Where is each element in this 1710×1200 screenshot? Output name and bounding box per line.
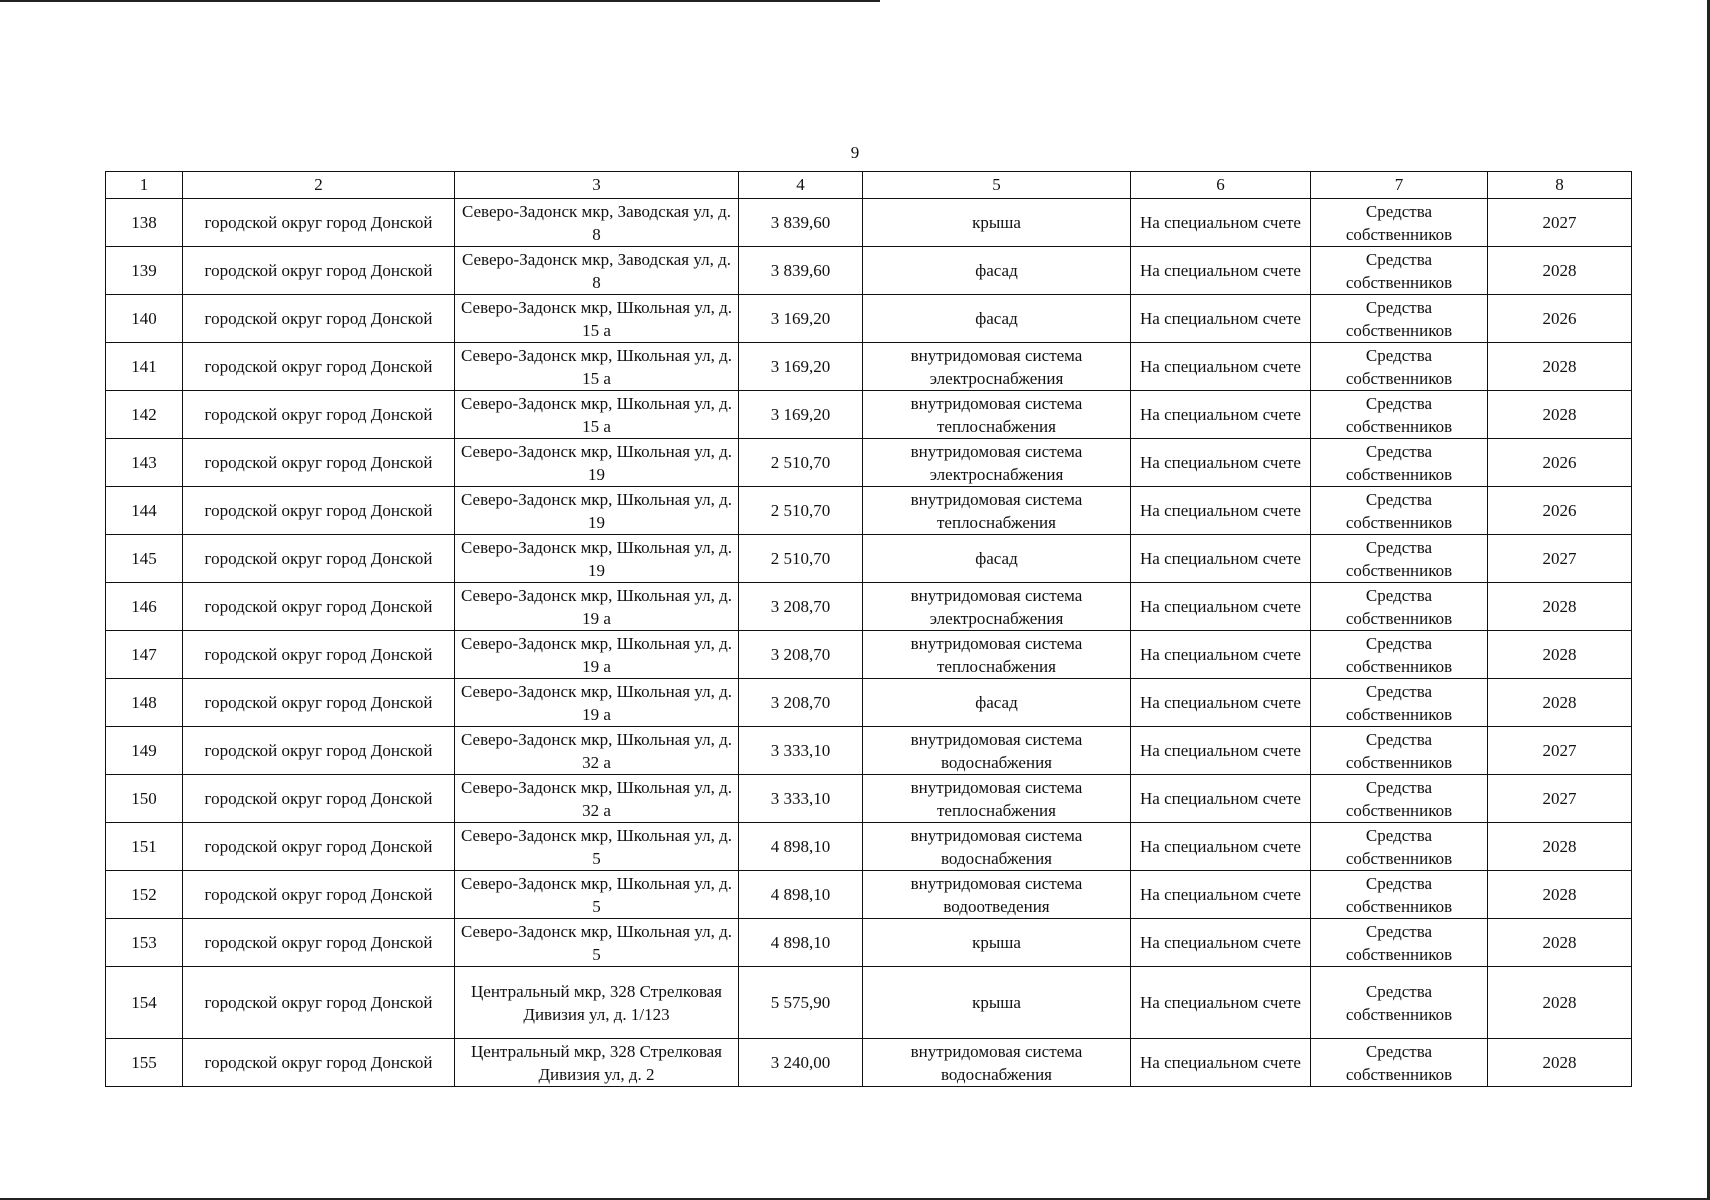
funding-source-cell: Средства собственников <box>1311 679 1488 727</box>
building-element-cell: крыша <box>863 199 1131 247</box>
building-element-cell: внутридомовая система водоснабжения <box>863 1039 1131 1087</box>
building-element-cell: внутридомовая система электроснабжения <box>863 343 1131 391</box>
row-number-cell: 141 <box>106 343 183 391</box>
area-cell: 2 510,70 <box>739 535 863 583</box>
area-cell: 4 898,10 <box>739 919 863 967</box>
funding-source-cell: Средства собственников <box>1311 535 1488 583</box>
account-cell: На специальном счете <box>1131 631 1311 679</box>
funding-source-cell: Средства собственников <box>1311 967 1488 1039</box>
address-cell: Северо-Задонск мкр, Школьная ул, д. 15 а <box>455 343 739 391</box>
year-cell: 2027 <box>1488 535 1632 583</box>
account-cell: На специальном счете <box>1131 775 1311 823</box>
account-cell: На специальном счете <box>1131 823 1311 871</box>
year-cell: 2028 <box>1488 679 1632 727</box>
row-number-cell: 154 <box>106 967 183 1039</box>
address-cell: Северо-Задонск мкр, Школьная ул, д. 5 <box>455 823 739 871</box>
address-cell: Центральный мкр, 328 Стрелковая Дивизия ул, д. 2 <box>455 1039 739 1087</box>
municipality-cell: городской округ город Донской <box>183 1039 455 1087</box>
table-row <box>106 343 1632 391</box>
area-cell: 3 839,60 <box>739 199 863 247</box>
table-row <box>106 199 1632 247</box>
table-row <box>106 679 1632 727</box>
column-number-3: 3 <box>455 172 739 199</box>
address-cell: Северо-Задонск мкр, Заводская ул, д. 8 <box>455 247 739 295</box>
account-cell: На специальном счете <box>1131 343 1311 391</box>
area-cell: 3 333,10 <box>739 727 863 775</box>
building-element-cell: крыша <box>863 919 1131 967</box>
column-number-5: 5 <box>863 172 1131 199</box>
municipality-cell: городской округ город Донской <box>183 535 455 583</box>
building-element-cell: внутридомовая система теплоснабжения <box>863 391 1131 439</box>
address-cell: Северо-Задонск мкр, Школьная ул, д. 19 а <box>455 679 739 727</box>
year-cell: 2028 <box>1488 343 1632 391</box>
row-number-cell: 148 <box>106 679 183 727</box>
account-cell: На специальном счете <box>1131 967 1311 1039</box>
funding-source-cell: Средства собственников <box>1311 823 1488 871</box>
year-cell: 2028 <box>1488 391 1632 439</box>
table-row <box>106 535 1632 583</box>
area-cell: 2 510,70 <box>739 439 863 487</box>
account-cell: На специальном счете <box>1131 295 1311 343</box>
municipality-cell: городской округ город Донской <box>183 391 455 439</box>
funding-source-cell: Средства собственников <box>1311 343 1488 391</box>
row-number-cell: 151 <box>106 823 183 871</box>
municipality-cell: городской округ город Донской <box>183 967 455 1039</box>
registry-table <box>105 171 1632 1087</box>
municipality-cell: городской округ город Донской <box>183 583 455 631</box>
column-number-2: 2 <box>183 172 455 199</box>
row-number-cell: 144 <box>106 487 183 535</box>
municipality-cell: городской округ город Донской <box>183 631 455 679</box>
area-cell: 3 169,20 <box>739 343 863 391</box>
account-cell: На специальном счете <box>1131 535 1311 583</box>
table-row <box>106 727 1632 775</box>
account-cell: На специальном счете <box>1131 247 1311 295</box>
row-number-cell: 149 <box>106 727 183 775</box>
year-cell: 2028 <box>1488 823 1632 871</box>
address-cell: Центральный мкр, 328 Стрелковая Дивизия ул, д. 1/123 <box>455 967 739 1039</box>
municipality-cell: городской округ город Донской <box>183 247 455 295</box>
year-cell: 2027 <box>1488 775 1632 823</box>
row-number-cell: 138 <box>106 199 183 247</box>
building-element-cell: внутридомовая система электроснабжения <box>863 583 1131 631</box>
account-cell: На специальном счете <box>1131 391 1311 439</box>
address-cell: Северо-Задонск мкр, Школьная ул, д. 5 <box>455 871 739 919</box>
table-row <box>106 391 1632 439</box>
address-cell: Северо-Задонск мкр, Школьная ул, д. 19 а <box>455 583 739 631</box>
account-cell: На специальном счете <box>1131 487 1311 535</box>
area-cell: 5 575,90 <box>739 967 863 1039</box>
area-cell: 2 510,70 <box>739 487 863 535</box>
municipality-cell: городской округ город Донской <box>183 487 455 535</box>
building-element-cell: фасад <box>863 295 1131 343</box>
row-number-cell: 147 <box>106 631 183 679</box>
municipality-cell: городской округ город Донской <box>183 295 455 343</box>
account-cell: На специальном счете <box>1131 439 1311 487</box>
row-number-cell: 140 <box>106 295 183 343</box>
funding-source-cell: Средства собственников <box>1311 583 1488 631</box>
year-cell: 2028 <box>1488 583 1632 631</box>
municipality-cell: городской округ город Донской <box>183 343 455 391</box>
address-cell: Северо-Задонск мкр, Заводская ул, д. 8 <box>455 199 739 247</box>
account-cell: На специальном счете <box>1131 727 1311 775</box>
address-cell: Северо-Задонск мкр, Школьная ул, д. 5 <box>455 919 739 967</box>
funding-source-cell: Средства собственников <box>1311 727 1488 775</box>
funding-source-cell: Средства собственников <box>1311 199 1488 247</box>
table-row <box>106 631 1632 679</box>
municipality-cell: городской округ город Донской <box>183 679 455 727</box>
address-cell: Северо-Задонск мкр, Школьная ул, д. 19 <box>455 487 739 535</box>
row-number-cell: 153 <box>106 919 183 967</box>
municipality-cell: городской округ город Донской <box>183 439 455 487</box>
building-element-cell: внутридомовая система теплоснабжения <box>863 775 1131 823</box>
table-row <box>106 967 1632 1039</box>
area-cell: 3 208,70 <box>739 631 863 679</box>
table-row <box>106 487 1632 535</box>
funding-source-cell: Средства собственников <box>1311 871 1488 919</box>
building-element-cell: внутридомовая система водоснабжения <box>863 823 1131 871</box>
column-number-1: 1 <box>106 172 183 199</box>
area-cell: 4 898,10 <box>739 871 863 919</box>
account-cell: На специальном счете <box>1131 871 1311 919</box>
year-cell: 2028 <box>1488 631 1632 679</box>
funding-source-cell: Средства собственников <box>1311 631 1488 679</box>
year-cell: 2027 <box>1488 727 1632 775</box>
year-cell: 2028 <box>1488 871 1632 919</box>
year-cell: 2028 <box>1488 967 1632 1039</box>
funding-source-cell: Средства собственников <box>1311 487 1488 535</box>
funding-source-cell: Средства собственников <box>1311 391 1488 439</box>
table-row <box>106 247 1632 295</box>
address-cell: Северо-Задонск мкр, Школьная ул, д. 19 а <box>455 631 739 679</box>
table-row <box>106 823 1632 871</box>
building-element-cell: внутридомовая система теплоснабжения <box>863 631 1131 679</box>
table-row <box>106 295 1632 343</box>
address-cell: Северо-Задонск мкр, Школьная ул, д. 32 а <box>455 775 739 823</box>
row-number-cell: 152 <box>106 871 183 919</box>
municipality-cell: городской округ город Донской <box>183 199 455 247</box>
account-cell: На специальном счете <box>1131 1039 1311 1087</box>
building-element-cell: фасад <box>863 679 1131 727</box>
area-cell: 3 208,70 <box>739 583 863 631</box>
row-number-cell: 150 <box>106 775 183 823</box>
column-number-4: 4 <box>739 172 863 199</box>
area-cell: 3 208,70 <box>739 679 863 727</box>
row-number-cell: 142 <box>106 391 183 439</box>
year-cell: 2028 <box>1488 919 1632 967</box>
address-cell: Северо-Задонск мкр, Школьная ул, д. 15 а <box>455 391 739 439</box>
scan-edge-top <box>0 0 880 2</box>
year-cell: 2027 <box>1488 199 1632 247</box>
page-number: 9 <box>850 143 860 162</box>
funding-source-cell: Средства собственников <box>1311 439 1488 487</box>
year-cell: 2026 <box>1488 487 1632 535</box>
building-element-cell: внутридомовая система теплоснабжения <box>863 487 1131 535</box>
building-element-cell: внутридомовая система водоотведения <box>863 871 1131 919</box>
area-cell: 3 240,00 <box>739 1039 863 1087</box>
building-element-cell: внутридомовая система электроснабжения <box>863 439 1131 487</box>
table-row <box>106 583 1632 631</box>
table-row <box>106 919 1632 967</box>
address-cell: Северо-Задонск мкр, Школьная ул, д. 32 а <box>455 727 739 775</box>
account-cell: На специальном счете <box>1131 583 1311 631</box>
building-element-cell: крыша <box>863 967 1131 1039</box>
account-cell: На специальном счете <box>1131 199 1311 247</box>
year-cell: 2028 <box>1488 247 1632 295</box>
row-number-cell: 139 <box>106 247 183 295</box>
address-cell: Северо-Задонск мкр, Школьная ул, д. 15 а <box>455 295 739 343</box>
municipality-cell: городской округ город Донской <box>183 823 455 871</box>
area-cell: 3 169,20 <box>739 391 863 439</box>
area-cell: 4 898,10 <box>739 823 863 871</box>
column-number-6: 6 <box>1131 172 1311 199</box>
funding-source-cell: Средства собственников <box>1311 295 1488 343</box>
row-number-cell: 155 <box>106 1039 183 1087</box>
area-cell: 3 333,10 <box>739 775 863 823</box>
municipality-cell: городской округ город Донской <box>183 775 455 823</box>
table-row <box>106 871 1632 919</box>
year-cell: 2026 <box>1488 439 1632 487</box>
column-number-7: 7 <box>1311 172 1488 199</box>
registry-body <box>106 172 1632 1087</box>
account-cell: На специальном счете <box>1131 679 1311 727</box>
row-number-cell: 146 <box>106 583 183 631</box>
municipality-cell: городской округ город Донской <box>183 727 455 775</box>
building-element-cell: внутридомовая система водоснабжения <box>863 727 1131 775</box>
building-element-cell: фасад <box>863 535 1131 583</box>
building-element-cell: фасад <box>863 247 1131 295</box>
funding-source-cell: Средства собственников <box>1311 775 1488 823</box>
area-cell: 3 169,20 <box>739 295 863 343</box>
funding-source-cell: Средства собственников <box>1311 247 1488 295</box>
row-number-cell: 143 <box>106 439 183 487</box>
row-number-cell: 145 <box>106 535 183 583</box>
municipality-cell: городской округ город Донской <box>183 871 455 919</box>
table-row <box>106 1039 1632 1087</box>
municipality-cell: городской округ город Донской <box>183 919 455 967</box>
funding-source-cell: Средства собственников <box>1311 1039 1488 1087</box>
year-cell: 2028 <box>1488 1039 1632 1087</box>
address-cell: Северо-Задонск мкр, Школьная ул, д. 19 <box>455 535 739 583</box>
account-cell: На специальном счете <box>1131 919 1311 967</box>
column-number-row <box>106 172 1632 199</box>
area-cell: 3 839,60 <box>739 247 863 295</box>
table-row <box>106 775 1632 823</box>
address-cell: Северо-Задонск мкр, Школьная ул, д. 19 <box>455 439 739 487</box>
funding-source-cell: Средства собственников <box>1311 919 1488 967</box>
year-cell: 2026 <box>1488 295 1632 343</box>
table-row <box>106 439 1632 487</box>
column-number-8: 8 <box>1488 172 1632 199</box>
